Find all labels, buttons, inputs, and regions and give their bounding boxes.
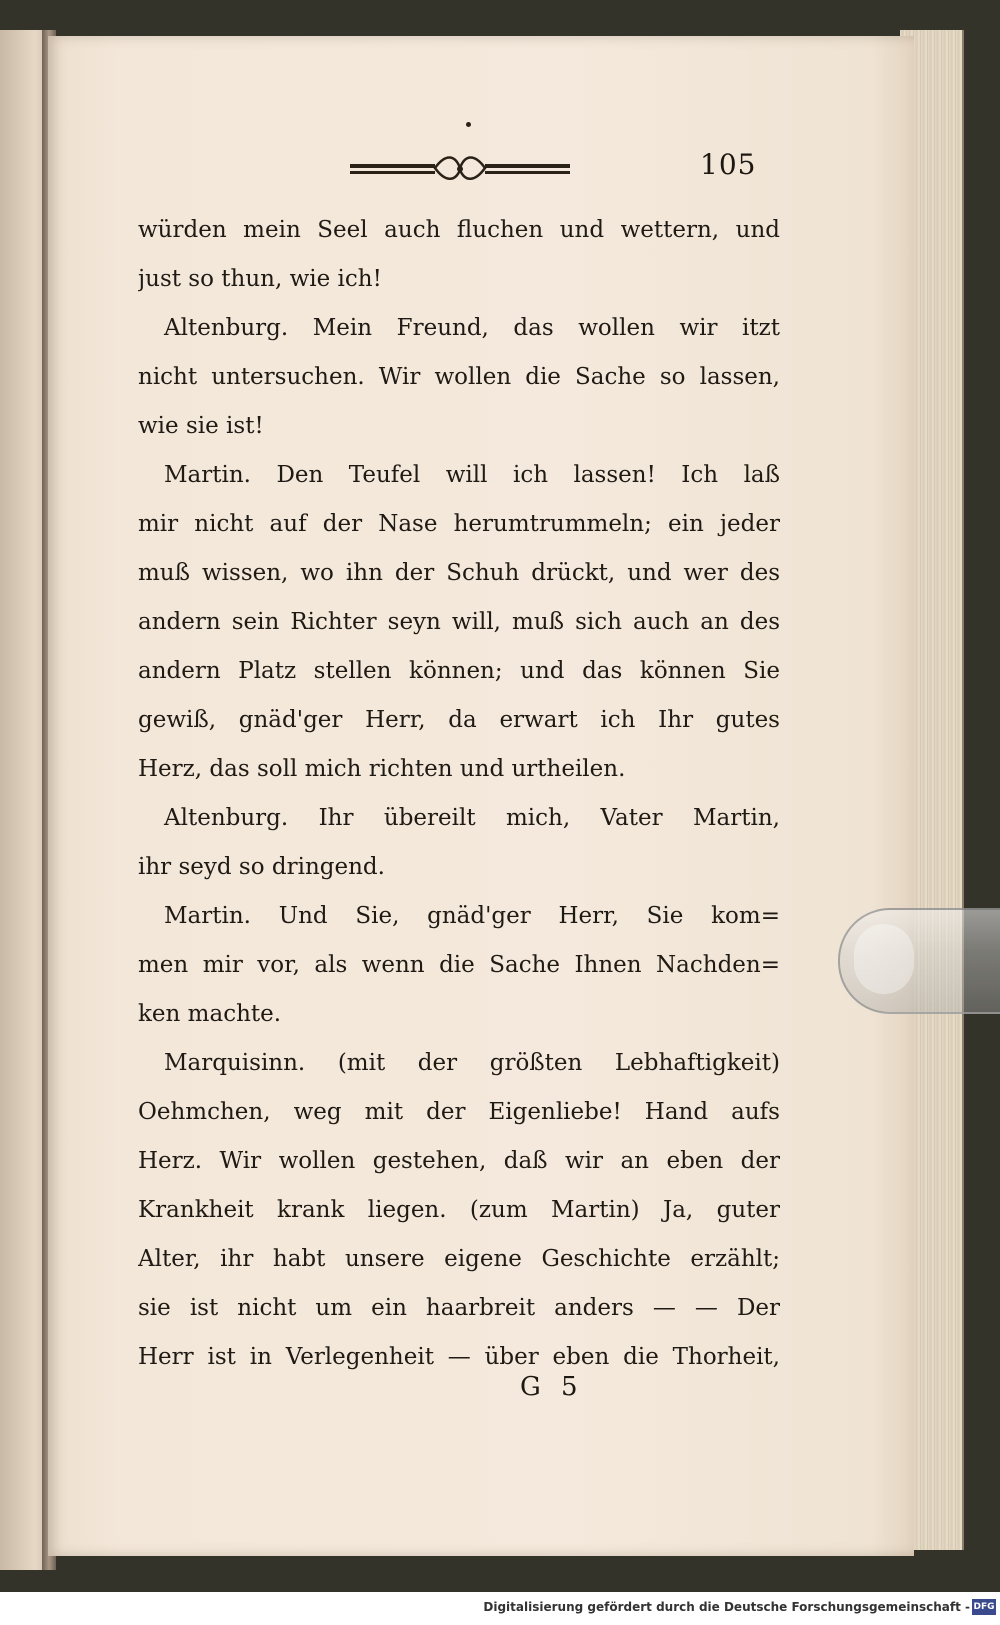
text-line: men mir vor, als wenn die Sache Ihnen Nachden= bbox=[138, 952, 780, 978]
body-text bbox=[138, 206, 780, 1382]
text-line: mir nicht auf der Nase herumtrummeln; ein jeder bbox=[138, 511, 780, 537]
speaker-line: Altenburg. Mein Freund, das wollen wir itzt bbox=[164, 315, 780, 341]
clip-highlight bbox=[854, 924, 914, 994]
text-line: wie sie ist! bbox=[138, 413, 264, 439]
speaker-line: Altenburg. Ihr übereilt mich, Vater Martin, bbox=[164, 805, 780, 831]
text-line: ihr seyd so dringend. bbox=[138, 854, 385, 880]
footer-bar bbox=[0, 1592, 1000, 1625]
text-line: gewiß, gnäd'ger Herr, da erwart ich Ihr gutes bbox=[138, 707, 780, 733]
ink-dot bbox=[466, 122, 471, 127]
text-line: Herz, das soll mich richten und urtheilen. bbox=[138, 756, 626, 782]
footer-credit: Digitalisierung gefördert durch die Deutsche Forschungsgemeinschaft - bbox=[483, 1600, 970, 1614]
text-line: muß wissen, wo ihn der Schuh drückt, und wer des bbox=[138, 560, 780, 586]
text-line: würden mein Seel auch fluchen und wettern, und bbox=[138, 217, 780, 243]
text-line: Oehmchen, weg mit der Eigenliebe! Hand aufs bbox=[138, 1099, 780, 1125]
text-line: sie ist nicht um ein haarbreit anders — — Der bbox=[138, 1295, 780, 1321]
text-line: just so thun, wie ich! bbox=[138, 266, 382, 292]
text-line: Herr ist in Verlegenheit — über eben die Thorheit, bbox=[138, 1344, 780, 1370]
text-line: andern sein Richter seyn will, muß sich auch an des bbox=[138, 609, 780, 635]
speaker-line: Martin. Und Sie, gnäd'ger Herr, Sie kom= bbox=[164, 903, 780, 929]
speaker-line: Martin. Den Teufel will ich lassen! Ich laß bbox=[164, 462, 780, 488]
page-number: 105 bbox=[700, 148, 757, 181]
text-line: andern Platz stellen können; und das können Sie bbox=[138, 658, 780, 684]
text-line: nicht untersuchen. Wir wollen die Sache so lassen, bbox=[138, 364, 780, 390]
signature-mark: G 5 bbox=[520, 1372, 584, 1402]
page-clip bbox=[838, 908, 1000, 1014]
speaker-line: Marquisinn. (mit der größten Lebhaftigkeit) bbox=[164, 1050, 780, 1076]
header-ornament bbox=[350, 150, 570, 190]
text-line: Alter, ihr habt unsere eigene Geschichte erzählt; bbox=[138, 1246, 780, 1272]
dfg-logo-icon: DFG bbox=[972, 1599, 996, 1615]
text-line: Herz. Wir wollen gestehen, daß wir an eben der bbox=[138, 1148, 780, 1174]
text-line: ken machte. bbox=[138, 1001, 282, 1027]
text-line: Krankheit krank liegen. (zum Martin) Ja, guter bbox=[138, 1197, 780, 1223]
